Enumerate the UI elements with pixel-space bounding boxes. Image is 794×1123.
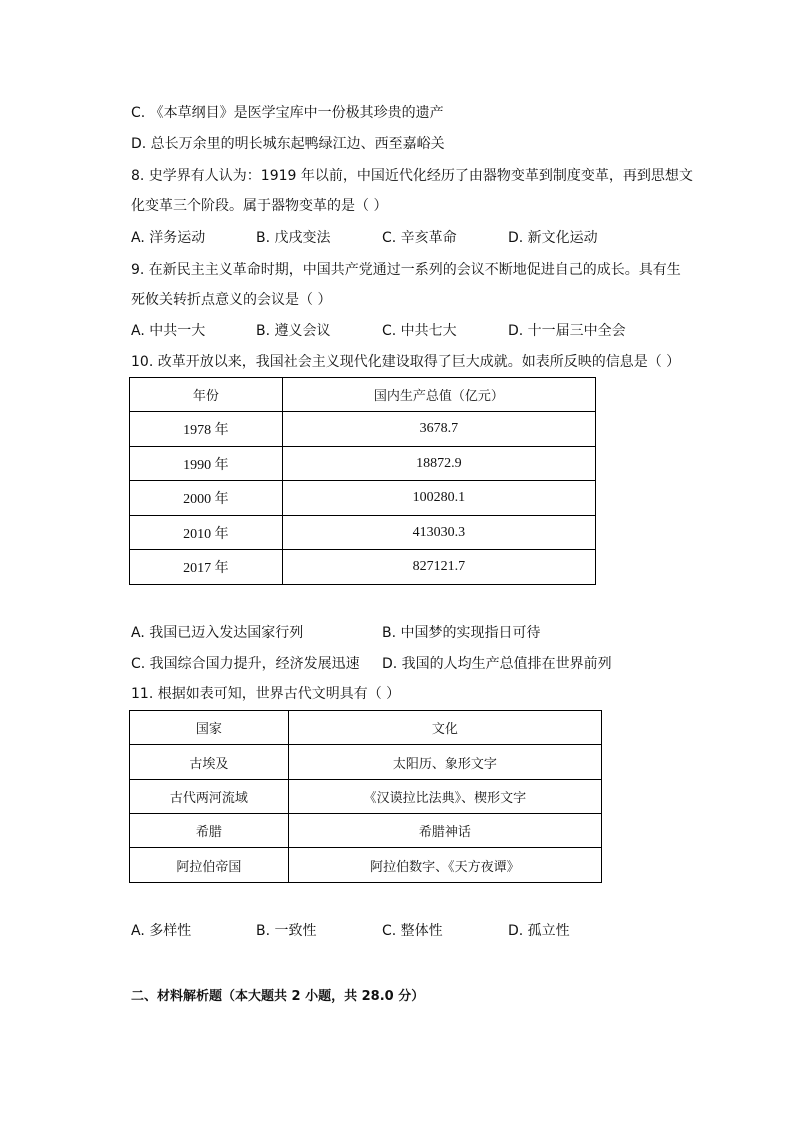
year-cell: 2000 年 — [130, 481, 283, 516]
q9-option-d: D. 十一届三中全会 — [508, 323, 626, 339]
year-cell: 2017 年 — [130, 550, 283, 585]
q7-option-c: C. 《本草纲目》是医学宝库中一份极其珍贵的遗产 — [131, 105, 444, 121]
table-header-cell: 国内生产总值（亿元） — [282, 378, 595, 412]
year-cell: 1978 年 — [130, 412, 283, 447]
q10-option-a: A. 我国已迈入发达国家行列 — [131, 625, 304, 641]
table-row — [130, 848, 602, 883]
table-row — [130, 516, 596, 550]
section-title: 二、材料解析题（本大题共 2 小题，共 28.0 分） — [131, 989, 425, 1004]
q11-option-a: A. 多样性 — [131, 923, 192, 939]
culture-cell: 阿拉伯数字、《天方夜谭》 — [288, 848, 601, 883]
q10-option-b: B. 中国梦的实现指日可待 — [382, 625, 541, 641]
culture-cell: 希腊神话 — [288, 814, 601, 848]
q8-stem-line2: 化变革三个阶段。属于器物变革的是（ ） — [131, 198, 388, 214]
table-row — [130, 481, 596, 516]
year-cell: 2010 年 — [130, 516, 283, 550]
q11-option-c: C. 整体性 — [382, 923, 443, 939]
q9-stem-line1: 9. 在新民主主义革命时期，中国共产党通过一系列的会议不断地促进自己的成长。具有生 — [131, 262, 681, 278]
q11-civilization-table — [129, 710, 602, 883]
table-row — [130, 550, 596, 585]
table-row — [130, 745, 602, 780]
country-cell: 阿拉伯帝国 — [130, 848, 289, 883]
q9-option-b: B. 遵义会议 — [256, 323, 331, 339]
table-row — [130, 780, 602, 814]
q8-option-c: C. 辛亥革命 — [382, 230, 457, 246]
q10-option-d: D. 我国的人均生产总值排在世界前列 — [382, 656, 612, 672]
q9-option-c: C. 中共七大 — [382, 323, 457, 339]
q8-option-b: B. 戊戌变法 — [256, 230, 331, 246]
table-header-cell: 年份 — [130, 378, 283, 412]
gdp-cell: 100280.1 — [282, 481, 595, 516]
country-cell: 古代两河流域 — [130, 780, 289, 814]
country-cell: 希腊 — [130, 814, 289, 848]
year-cell: 1990 年 — [130, 447, 283, 481]
q8-stem-line1: 8. 史学界有人认为：1919 年以前，中国近代化经历了由器物变革到制度变革，再到思想文 — [131, 168, 693, 184]
gdp-cell: 827121.7 — [282, 550, 595, 585]
table-header-row — [130, 378, 596, 412]
table-row — [130, 814, 602, 848]
table-row — [130, 412, 596, 447]
q7-option-d: D. 总长万余里的明长城东起鸭绿江边、西至嘉峪关 — [131, 136, 445, 152]
gdp-cell: 413030.3 — [282, 516, 595, 550]
q11-stem: 11. 根据如表可知，世界古代文明具有（ ） — [131, 686, 401, 702]
q8-option-a: A. 洋务运动 — [131, 230, 206, 246]
q9-stem-line2: 死攸关转折点意义的会议是（ ） — [131, 292, 332, 308]
q10-option-c: C. 我国综合国力提升，经济发展迅速 — [131, 656, 360, 672]
culture-cell: 《汉谟拉比法典》、楔形文字 — [288, 780, 601, 814]
table-header-cell: 文化 — [288, 711, 601, 745]
q11-option-d: D. 孤立性 — [508, 923, 570, 939]
q10-gdp-table — [129, 377, 596, 585]
q11-option-b: B. 一致性 — [256, 923, 317, 939]
gdp-cell: 3678.7 — [282, 412, 595, 447]
gdp-cell: 18872.9 — [282, 447, 595, 481]
table-header-row — [130, 711, 602, 745]
q10-stem: 10. 改革开放以来，我国社会主义现代化建设取得了巨大成就。如表所反映的信息是（ ） — [131, 354, 681, 370]
country-cell: 古埃及 — [130, 745, 289, 780]
table-header-cell: 国家 — [130, 711, 289, 745]
culture-cell: 太阳历、象形文字 — [288, 745, 601, 780]
table-row — [130, 447, 596, 481]
q9-option-a: A. 中共一大 — [131, 323, 206, 339]
q8-option-d: D. 新文化运动 — [508, 230, 598, 246]
